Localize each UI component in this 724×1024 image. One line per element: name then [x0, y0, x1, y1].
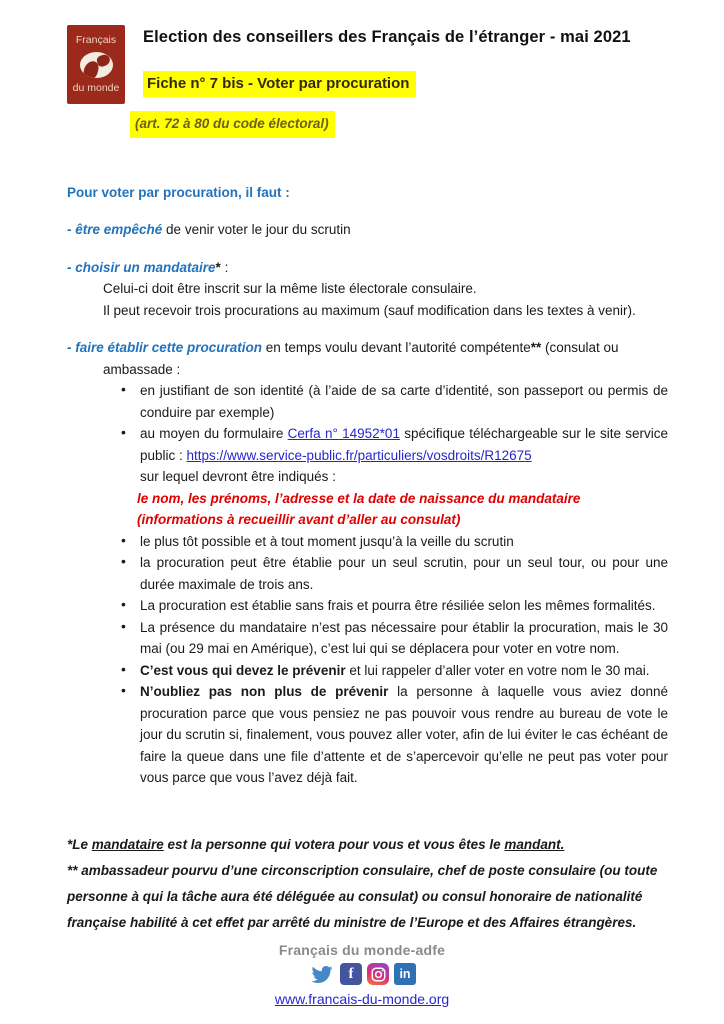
requirement-item-procuration: [67, 337, 668, 380]
requirement-text: de venir voter le jour du scrutin: [162, 222, 351, 237]
footer-brand: Français du monde-adfe: [278, 942, 446, 958]
globe-icon: [80, 52, 113, 78]
bullet-item-formulaire: [67, 423, 668, 466]
requirement-detail: Celui-ci doit être inscrit sur la même liste électorale consulaire.: [103, 281, 477, 296]
bullet-continuation: sur lequel devront être indiqués :: [140, 469, 336, 484]
bullet-text: au moyen du formulaire: [140, 426, 288, 441]
twitter-icon[interactable]: [308, 963, 335, 985]
francais-du-monde-logo: [67, 25, 125, 104]
bullet-text: spécifique téléchargeable sur le site service public :: [140, 426, 668, 463]
bullet-item-frais: • La procuration est établie sans frais et pourra être résiliée selon les mêmes formalités.: [67, 595, 668, 617]
bullet-item-identite: • en justifiant de son identité (à l’aide de sa carte d’identité, son passeport ou permis de conduire par exemple): [67, 380, 668, 423]
fiche-title: Fiche n° 7 bis - Voter par procuration: [143, 71, 416, 98]
document-title: Election des conseillers des Français de l’étranger - mai 2021: [143, 28, 631, 46]
footnote-text: est la personne qui votera pour vous et vous êtes le: [163, 837, 505, 852]
requirement-item-mandataire: [67, 257, 668, 322]
requirement-lead: - choisir un mandataire: [67, 259, 216, 275]
footnote-underlined-term: mandant.: [504, 837, 565, 852]
intro-heading: Pour voter par procuration, il faut :: [67, 184, 290, 200]
linkedin-glyph: in: [399, 967, 411, 981]
document-footer: [0, 942, 724, 1009]
instagram-icon[interactable]: [367, 963, 389, 985]
logo-text-bottom: du monde: [72, 81, 120, 94]
bullet-text: et lui rappeler d’aller voter en votre nom le 30 mai.: [345, 662, 650, 678]
bullet-bold-text: N’oubliez pas non plus de prévenir: [140, 684, 389, 699]
footnote-text: *Le: [67, 837, 92, 852]
bullet-item-noubliez: [67, 681, 668, 789]
service-public-link[interactable]: https://www.service-public.fr/particuliers/vosdroits/R12675: [186, 447, 532, 463]
footnote-marker: **: [530, 340, 542, 355]
website-link[interactable]: www.francais-du-monde.org: [274, 991, 450, 1007]
bullet-item-duree: • la procuration peut être établie pour un seul scrutin, pour un seul tour, ou pour une durée maximale de trois ans.: [67, 552, 668, 595]
requirement-detail: Il peut recevoir trois procurations au maximum (sauf modification dans les textes à venir).: [103, 302, 636, 318]
linkedin-icon[interactable]: [394, 963, 416, 985]
requirement-text: en temps voulu devant l’autorité compétente: [262, 340, 531, 355]
footnote-2: ** ambassadeur pourvu d’une circonscription consulaire, chef de poste consulaire (ou toute personne à qui la tâche aura été déléguée au consulat) ou consul honoraire de nationalité française habilité à cet effet par arrêté du ministre de l’Europe et des Affaires étrangères.: [67, 863, 658, 930]
footnote-marker: *: [215, 259, 221, 275]
requirement-text: :: [220, 259, 229, 275]
required-info-line: le nom, les prénoms, l’adresse et la date de naissance du mandataire: [137, 490, 581, 506]
requirement-text: (consulat ou: [541, 340, 619, 355]
footnote-1: [67, 832, 668, 858]
required-info-note: (informations à recueillir avant d’aller au consulat): [137, 512, 461, 527]
logo-text-top: Français: [75, 34, 117, 46]
social-icons: [0, 963, 724, 985]
requirement-lead: - être empêché: [67, 222, 163, 237]
footnotes: [67, 832, 668, 936]
bullet-item-presence: • La présence du mandataire n’est pas nécessaire pour établir la procuration, mais le 30 mai (ou 29 mai en Amérique), c’est lui qui se déplacera pour voter en votre nom.: [67, 617, 668, 660]
facebook-icon[interactable]: [340, 963, 362, 985]
article-reference: (art. 72 à 80 du code électoral): [130, 111, 335, 138]
bullet-text: la personne à laquelle vous aviez donné procuration parce que vous pensiez ne pas pouvoir vous rendre au bureau de vote le jour du scrutin si, finalement, vous pouvez aller voter, afin de lui éviter le cas échéant de faire la queue dans une file d’attente et de s’apercevoir qu’elle ne peut pas voter pour vous parce que vous l’avez déjà fait.: [140, 684, 668, 785]
document-header: [67, 25, 668, 138]
requirement-lead: - faire établir cette procuration: [67, 340, 263, 355]
cerfa-form-link[interactable]: Cerfa n° 14952*01: [287, 426, 400, 441]
requirement-item-empeche: [67, 219, 668, 241]
bullet-item-delai: • le plus tôt possible et à tout moment jusqu’à la veille du scrutin: [67, 531, 668, 553]
bullet-item-prevenir: [67, 660, 668, 682]
bullet-bold-text: C’est vous qui devez le prévenir: [140, 662, 346, 678]
footnote-underlined-term: mandataire: [91, 837, 164, 852]
requirement-detail: ambassade :: [103, 361, 181, 377]
facebook-glyph: f: [348, 965, 354, 982]
